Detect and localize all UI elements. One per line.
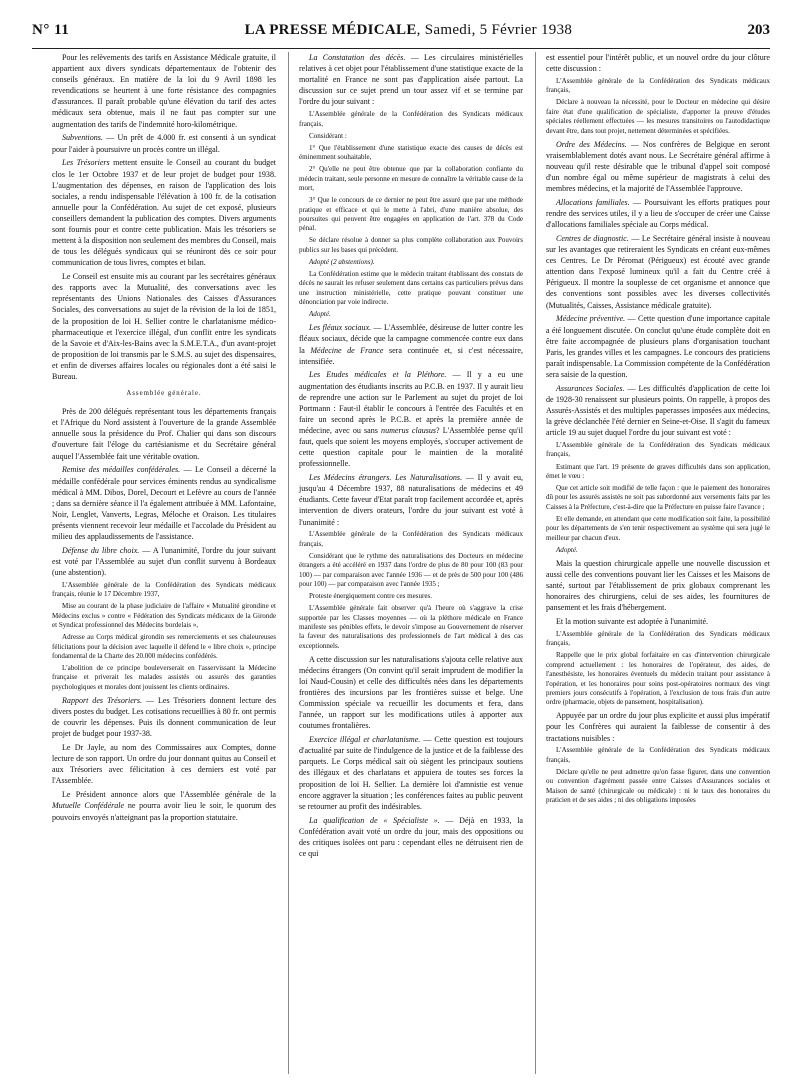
resolution-text: 1° Que l'établissement d'une statistique exacte des causes de décès est éminemment souhaitable, [299,143,523,162]
resolution-text: La Confédération estime que le médecin traitant établissant des constats de décès ne saurait les refuser seulement dans certains cas particuliers prévus dans une instruction ministérielle, cette pratique pouvant constituer une dénonciation par voie indirecte. [299,270,523,307]
issue-date: , Samedi, 5 Février 1938 [416,22,573,38]
adopted-note: Adopté. [556,545,578,554]
issue-number: N° 11 [32,22,70,38]
paragraph: Allocations familiales. — Poursuivant les efforts pratiques pour rendre des services utiles, il y a lieu de s'occuper de créer une Caisse d'allocations familiales spéciale au Corps médical. [546,197,770,230]
page-header [32,22,770,49]
resolution-text: Se déclare résolue à donner sa plus complète collaboration aux Pouvoirs publics sur les bases qui précèdent. [299,236,523,254]
resolution-text: L'Assemblée générale de la Confédération des Syndicats médicaux français, [299,530,523,548]
paragraph: A cette discussion sur les naturalisations s'ajouta celle relative aux médecins étrangers (On convint qu'il serait imprudent de modifier la loi Naud-Cousin) et celle des difficultés nées dans les départements frontières des incursions par les frontières suisse et belge. Une Commission spéciale va recueillir les documents et fera, dans l'année, un rapport sur les modifications utiles à apporter aux coutumes frontalières. [299,654,523,731]
paragraph: Rapport des Trésoriers. — Les Trésoriers donnent lecture des divers postes du budget. Les cotisations recueillies à 80 fr. ont permis de couvrir les dépenses. Puis ils donnent communication de leur projet de budget pour 1937-38. [52,695,276,739]
resolution-text: L'Assemblée générale de la Confédération des Syndicats médicaux français, [546,629,770,648]
resolution-text: L'Assemblée générale de la Confédération des Syndicats médicaux français, [546,76,770,95]
resolution-text: Considérant : [309,131,347,140]
paragraph: Le Dr Jayle, au nom des Commissaires aux Comptes, donne lecture de son rapport. Un ordre du jour donnant quitus au Conseil et aux Trésoriers avec félicitation à ces derniers est voté par l'Assemblée. [52,743,276,786]
paragraph: Mais la question chirurgicale appelle une nouvelle discussion et aussi celle des conventions pouvant lier les Caisses et les Maisons de santé, surtout par l'établissement de prix globaux comprenant les honoraires des chirurgiens, celui de ses aides, les fournitures de pansement et les frais d'hébergement. [546,558,770,613]
paragraph: Médecine préventive. — Cette question d'une importance capitale a été longuement discutée. On conclut qu'une étude complète doit en être faite accompagnée de plusieurs plans d'organisation touchant Paris, les grandes villes et les campagnes. Le concours des praticiens paraît indispensable. La Commission compétente de la Confédération sera saisie de la question. [546,314,770,379]
resolution-text: L'Assemblée générale de la Confédération des Syndicats médicaux français, réunie le 17 Décembre 1937, [52,581,276,599]
resolution-text: Estimant que l'art. 19 présente de graves difficultés dans son application, émet le vœu : [546,462,770,480]
resolution-text: Déclare à nouveau la nécessité, pour le Docteur en médecine qui désire faire état d'une qualification de spécialiste, d'apporter la preuve d'études spéciales réellement effectuées — les mesures transitoires ou l'autodidactique devant être, dans tout projet, nettement déterminées et spécifiées. [546,98,770,135]
resolution-text: L'Assemblée générale fait observer qu'à l'heure où s'aggrave la crise supportée par les Classes moyennes — où la pléthore médicale en France manifeste ses pénibles effets, le devoir s'impose au Gouvernement de réserver la faveur des naturalisations des professionnels de l'art médical à des cas exceptionnels. [299,604,523,650]
resolution-text: Mise au courant de la phase judiciaire de l'affaire « Mutualité girondine et Médecins exclus » contre « Fédération des Syndicats médicaux de la Gironde et Syndicat professionnel des Médecins bordelais », [52,602,276,630]
paragraph: Le Conseil est ensuite mis au courant par les secrétaires généraux des rapports avec la Mutualité, des conversations avec les représentants des Unions Nationales des Caisses d'Assurances Sociales, des conversations au sujet de la révision de la loi de 1851, de la proposition de loi H. Sellier contre le charlatanisme médico-pharmaceutique et l'exercice illégal, d'un conflit entre les syndicats de la Savoie et d'Aix-les-Bains avec la S.M.E.T.A., d'un avant-projet de proposition de loi transmis par le S.M.S. au sujet des dispensaires, et enfin de diverses affaires locales ou régionales dont a été saisi le Bureau. [52,272,276,382]
paragraph: Pour les relèvements des tarifs en Assistance Médicale gratuite, il appartient aux divers syndicats départementaux de l'obtenir des conseils généraux. En matière de la loi du 9 Avril 1898 les revendications se heurtent à une forte résistance des compagnies d'assurances. Il paraît probable qu'une élévation du tarif des actes médicaux sera obtenue, mais il ne faut pas compter sur une augmentation des tarifs de l'indemnité horo-kilométrique. [52,53,276,129]
paragraph: Assurances Sociales. — Les difficultés d'application de cette loi de 1928-30 renaissent sur plusieurs points. On rappelle, à propos des Assurés-Assistés et des multiples paperasses imposées aux médecins, la grève déclanchée l'été dernier en Seine-et-Oise. Il s'agit du fameux article 19 au sujet duquel l'ordre du jour suivant est voté : [546,383,770,438]
paragraph: La qualification de « Spécialiste ». — Déjà en 1933, la Confédération avait voté un ordre du jour, mais des oppositions ou des critiques isolées ont paru : cependant elles ne détruisent rien de ce qui [299,815,523,858]
paragraph: Et la motion suivante est adoptée à l'unanimité. [556,617,709,627]
column-3 [535,52,770,1074]
paragraph: Les Médecins étrangers. Les Naturalisations. — Il y avait eu, jusqu'au 4 Décembre 1937, 88 naturalisations de médecins et 49 étudiants. Cette faveur d'Etat paraît trop facilement accordée et, après intervention de divers orateurs, l'ordre du jour suivant est voté à l'unanimité : [299,473,523,527]
journal-name: LA PRESSE MÉDICALE [244,22,417,38]
paragraph: Les fléaux sociaux. — L'Assemblée, désireuse de lutter contre les fléaux sociaux, décide que la campagne commencée contre eux dans la Médecine de France sera continuée et, si c'est nécessaire, intensifiée. [299,323,523,366]
resolution-text: L'abolition de ce principe bouleverserait en l'asservissant la Médecine française et priverait les malades assistés ou assurés des garanties psychologiques et morales dont jouissent les clients ordinaires. [52,664,276,691]
paragraph: Appuyée par un ordre du jour plus explicite et aussi plus impératif pour les Confrères qui auraient la faiblesse de consentir à des tractations nuisibles : [546,711,770,743]
paragraph: Les Etudes médicales et la Pléthore. — Il y a eu une augmentation des étudiants inscrits au P.C.B. en 1937. Il y aurait lieu de reprendre une action sur le Parlement au sujet du projet de loi Portmann : Faut-il établir le concours à l'entrée des Facultés et en faire un second après le P.C.B. et après la première année de médecine, avec ou sans numerus clausus? L'Assemblée pense qu'il faut, quels que soient les moyens employés, s'occuper activement de cette question capitale pour le maintien de la moralité professionnelle. [299,370,523,469]
column-2 [288,52,523,1074]
paragraph: Ordre des Médecins. — Nos confrères de Belgique en seront vraisemblablement dotés avant nous. Le Secrétaire général affirme à nouveau qu'il reste désirable que le tribunal d'appel soit composé d'un nombre égal ou même supérieur de magistrats à celui des membres médecins, et la majorité de l'Assemblée l'approuve. [546,139,770,194]
resolution-text: Proteste énergiquement contre ces mesures. [309,592,432,601]
resolution-text: Que cet article soit modifié de telle façon : que le paiement des honoraires dû pour les assurés assistés ne soit pas subordonné aux versements faits par les Caisses à la Préfecture, c'est-à-dire que la Préfecture en puisse faire l'avance ; [546,484,770,511]
paragraph: La Constatation des décès. — Les circulaires ministérielles relatives à cet objet pour l'établissement d'une statistique exacte de la mortalité en France ne sont pas d'application aisée partout. La discussion sur ce sujet prend un tour assez vif et se termine par l'ordre du jour suivant : [299,53,523,107]
paragraph: Subventions. — Un prêt de 4.000 fr. est consenti à un syndicat pour l'aider à poursuivre un procès contre un illégal. [52,133,276,154]
paragraph: Exercice illégal et charlatanisme. — Cette question est toujours d'actualité par suite de l'indulgence de la justice et de la faiblesse des parquets. Le Corps médical sait où siègent les principaux soutiens des illégaux et des charlatans et appuiera de toutes ses forces la proposition de loi H. Sellier. La dernière loi d'amnistie est venue encore aggraver la situation ; les conférences faites au public peuvent se retourner au profit des indésirables. [299,735,523,811]
paragraph: Défense du libre choix. — A l'unanimité, l'ordre du jour suivant est voté par l'Assemblée au sujet d'un conflit survenu à Bordeaux (une abstention). [52,545,276,578]
article-columns [52,52,770,1074]
section-heading: Assemblée générale. [126,390,202,398]
resolution-text: Rappelle que le prix global forfaitaire en cas d'intervention chirurgicale comprend actuellement : les honoraires de l'opérateur, des aides, de l'anesthésiste, les honoraires éventuels du médecin traitant pour assistance à l'opération, et les honoraires pour soins post-opératoires normaux des vingt premiers jours consécutifs à l'opération, à l'exclusion de tous frais d'un autre ordre (pharmacie, objets de pansement, hospitalisation). [546,651,770,707]
column-1 [52,52,276,1074]
adopted-note: Adopté (2 abstentions). [309,257,375,266]
resolution-text: 2° Qu'elle ne peut être obtenue que par la collaboration confiante du médecin traitant, seule personne en mesure de connaître la véritable cause de la mort, [299,165,523,193]
masthead [245,22,573,39]
resolution-text: L'Assemblée générale de la Confédération des Syndicats médicaux français, [546,746,770,764]
paragraph: Le Président annonce alors que l'Assemblée générale de la Mutuelle Confédérale ne pourra avoir lieu le soir, le quorum des pouvoirs envoyés n'atteignant pas la proportion statutaire. [52,790,276,822]
resolution-text: Et elle demande, en attendant que cette modification soit faite, la possibilité pour les départements de s'en tenir respectivement au système qui sera jugé le meilleur par chacun d'eux. [546,514,770,542]
resolution-text: 3° Que le concours de ce dernier ne peut être assuré que par une méthode pratique et efficace et qui le mette à l'abri, d'une manière absolue, des poursuites qui peuvent être engagées en application de l'art. 378 du Code pénal. [299,196,523,233]
paragraph: Près de 200 délégués représentant tous les départements français et l'Afrique du Nord assistent à l'ouverture de la grande Assemblée annuelle sous la présidence du Prof. Chalier qui dans son discours d'ouverture fait l'éloge du cartésianisme et du Secrétaire général auquel l'Assemblée fait une véritable ovation. [52,407,276,461]
paragraph: Remise des médailles confédérales. — Le Conseil a décerné la médaille confédérale pour services éminents rendus au syndicalisme médical à MM. Dibos, Dorel, Decourt et Lefèvre au cours de l'année ; dans sa dernière séance il l'a également attribuée à MM. Lafontaine, Noir, Lenglet, Vanverts, Legras, Méloche et Oraison. Les titulaires présents viennent recevoir leur médaille et l'accolade du Président au milieu des applaudissements de l'assistance. [52,465,276,542]
paragraph: est essentiel pour l'intérêt public, et un nouvel ordre du jour clôture cette discussion : [546,53,770,74]
paragraph: Les Trésoriers mettent ensuite le Conseil au courant du budget clos le 1er Octobre 1937 et de leur projet de budget pour 1938. L'augmentation des dépenses, en raison de l'application des lois sociales, a rendu indispensable l'élévation à 100 fr. de la cotisation annuelle pour la Confédération. Au sujet de cet exposé, plusieurs conseillers demandent la publication des comptes. Divers arguments sont fournis pour et contre cette publication. Mais les trésoriers se mettent à la disposition non seulement des membres du Conseil, mais de tous les délégués syndicaux qui se réuniront dès ce soir pour communication de tous livres, comptes et bilan. [52,158,276,268]
adopted-note: Adopté. [309,310,331,319]
page-number: 203 [747,22,770,38]
paragraph: Centres de diagnostic. — Le Secrétaire général insiste à nouveau sur les avantages que retireraient les Syndicats en créant eux-mêmes ces Centres. Le Dr Péromat (Périgueux) est écouté avec grande attention dans l'exposé lumineux qu'il a fait du Centre créé à Périgueux. Il montre la souplesse de cet organisme et annonce que des conventions sont possibles avec les diverses collectivités (Mutualités, Caisses, Assistance médicale gratuite). [546,233,770,310]
resolution-text: Déclare qu'elle ne peut admettre qu'on fasse figurer, dans une convention ou convention d'agrément passée entre Caisses d'Assurances sociales et Maison de santé (chirurgicale ou médicale) : ni le taux des honoraires du praticien et de ses aides ; ni des obligations imposées [546,767,770,804]
resolution-text: L'Assemblée générale de la Confédération des Syndicats médicaux français, [299,110,523,128]
resolution-text: Considérant que le rythme des naturalisations des Docteurs en médecine étrangers a été accéléré en 1937 dans l'ordre de plus de 80 pour 100 (83 pour 100) — par comparaison avec l'année 1936 — et de près de 500 pour 100 (486 pour 100) — par comparaison avec l'année 1935 ; [299,551,523,588]
resolution-text: L'Assemblée générale de la Confédération des Syndicats médicaux français, [546,441,770,459]
resolution-text: Adresse au Corps médical girondin ses remerciements et ses chaleureuses félicitations pour la décision avec laquelle il défend le « libre choix », principe fondamental de la Charte des 20.000 médecins confédérés. [52,633,276,660]
